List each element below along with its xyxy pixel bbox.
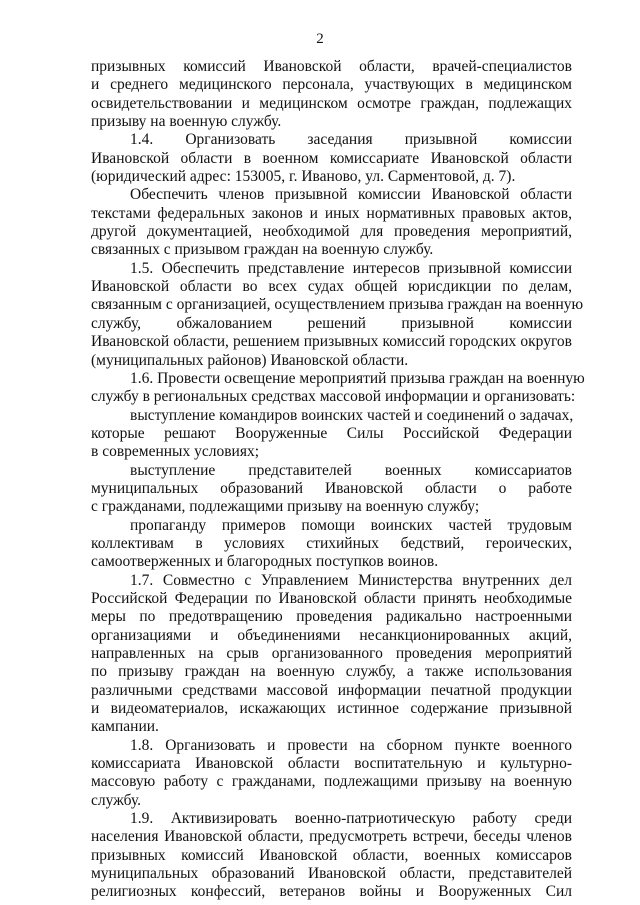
text-line: связанным с организацией, осуществлением призыва граждан на военную bbox=[91, 296, 584, 314]
text-line: (муниципальных районов) Ивановской области. bbox=[91, 351, 409, 369]
text-line: религиозных конфессий, ветеранов войны и Вооруженных Сил bbox=[91, 883, 572, 901]
text-line: выступление представителей военных комиссариатов bbox=[130, 461, 572, 479]
text-line: 1.4. Организовать заседания призывной комиссии bbox=[130, 131, 572, 149]
text-line: выступление командиров воинских частей и соединений о задачах, bbox=[130, 406, 574, 424]
text-line: различными средствами массовой информации печатной продукции bbox=[91, 681, 572, 699]
text-line: комиссариата Ивановской области воспитательную и культурно- bbox=[91, 755, 572, 773]
paragraph-p-1-4-b bbox=[91, 186, 572, 259]
text-line: с гражданами, подлежащими призыву на военную службу; bbox=[91, 498, 480, 516]
paragraph-p-1-6-a bbox=[91, 407, 572, 462]
text-line: (юридический адрес: 153005, г. Иваново, ул. Сарментовой, д. 7). bbox=[91, 168, 516, 186]
text-line: 1.9. Активизировать военно-патриотическую работу среди bbox=[130, 810, 572, 828]
text-line: 1.8. Организовать и провести на сборном пункте военного bbox=[130, 736, 572, 754]
text-line: 1.5. Обеспечить представление интересов призывной комиссии bbox=[130, 259, 572, 277]
text-line: по призыву граждан на военную службу, а также использования bbox=[91, 663, 572, 681]
text-line: другой документацией, необходимой для проведения мероприятий, bbox=[91, 223, 572, 241]
text-line: освидетельствовании и медицинском осмотре граждан, подлежащих bbox=[91, 94, 572, 112]
page-number: 2 bbox=[316, 31, 324, 47]
text-line: 1.6. Провести освещение мероприятий призыва граждан на военную bbox=[130, 369, 585, 387]
text-line: 1.7. Совместно с Управлением Министерства внутренних дел bbox=[130, 571, 572, 589]
text-line: в современных условиях; bbox=[91, 443, 260, 461]
text-line: кампании. bbox=[91, 718, 159, 736]
text-line: которые решают Вооруженные Силы Российской Федерации bbox=[91, 424, 572, 442]
paragraph-p-1-6-c bbox=[91, 517, 572, 572]
paragraph-p-1-7 bbox=[91, 572, 572, 737]
text-line: направленных на срыв организованного проведения мероприятий bbox=[91, 645, 572, 662]
text-line: Российской Федерации по Ивановской области принять необходимые bbox=[91, 589, 572, 607]
text-line: населения Ивановской области, предусмотреть встречи, беседы членов bbox=[91, 828, 572, 846]
paragraph-p-1-8 bbox=[91, 737, 572, 810]
text-line: службу в региональных средствах массовой информации и организовать: bbox=[91, 388, 576, 406]
text-line: текстами федеральных законов и иных нормативных правовых актов, bbox=[91, 204, 572, 222]
paragraph-p-1-6-b bbox=[91, 462, 572, 517]
document-body bbox=[91, 58, 585, 902]
text-line: и среднего медицинского персонала, участвующих в медицинском bbox=[91, 76, 572, 94]
text-line: Ивановской области, решением призывных комиссий городских округов bbox=[91, 333, 572, 351]
text-line: Обеспечить членов призывной комиссии Ивановской области bbox=[130, 186, 572, 204]
text-line: самоотверженных и благородных поступков воинов. bbox=[91, 553, 439, 571]
text-line: призывных комиссий Ивановской области, военных комиссаров bbox=[91, 846, 572, 864]
text-line: муниципальных образований Ивановской области о работе bbox=[91, 479, 572, 497]
paragraph-p-intro-continued bbox=[91, 58, 572, 131]
text-line: организациями и объединениями несанкционированных акций, bbox=[91, 626, 572, 644]
text-line: коллективам в условиях стихийных бедствий, героических, bbox=[91, 534, 572, 552]
paragraph-p-1-9 bbox=[91, 810, 572, 902]
text-line: и видеоматериалов, искажающих истинное содержание призывной bbox=[91, 700, 572, 718]
text-line: службу, обжалованием решений призывной комиссии bbox=[91, 314, 572, 332]
paragraph-p-1-4 bbox=[91, 131, 572, 186]
paragraph-p-1-5 bbox=[91, 259, 584, 370]
text-line: муниципальных образований Ивановской области, представителей bbox=[91, 865, 572, 883]
text-line: пропаганду примеров помощи воинских частей трудовым bbox=[130, 516, 572, 534]
text-line: призыву на военную службу. bbox=[91, 113, 282, 131]
text-line: Ивановской области в военном комиссариате Ивановской области bbox=[91, 149, 572, 167]
text-line: связанных с призывом граждан на военную службу. bbox=[91, 241, 434, 259]
text-line: службу. bbox=[91, 791, 142, 809]
text-line: Ивановской области во всех судах общей юрисдикции по делам, bbox=[91, 278, 572, 296]
paragraph-p-1-6 bbox=[91, 369, 585, 407]
text-line: призывных комиссий Ивановской области, врачей-специалистов bbox=[91, 58, 572, 75]
text-line: массовую работу с гражданами, подлежащими призыву на военную bbox=[91, 773, 572, 791]
text-line: меры по предотвращению проведения радикально настроенными bbox=[91, 608, 572, 626]
